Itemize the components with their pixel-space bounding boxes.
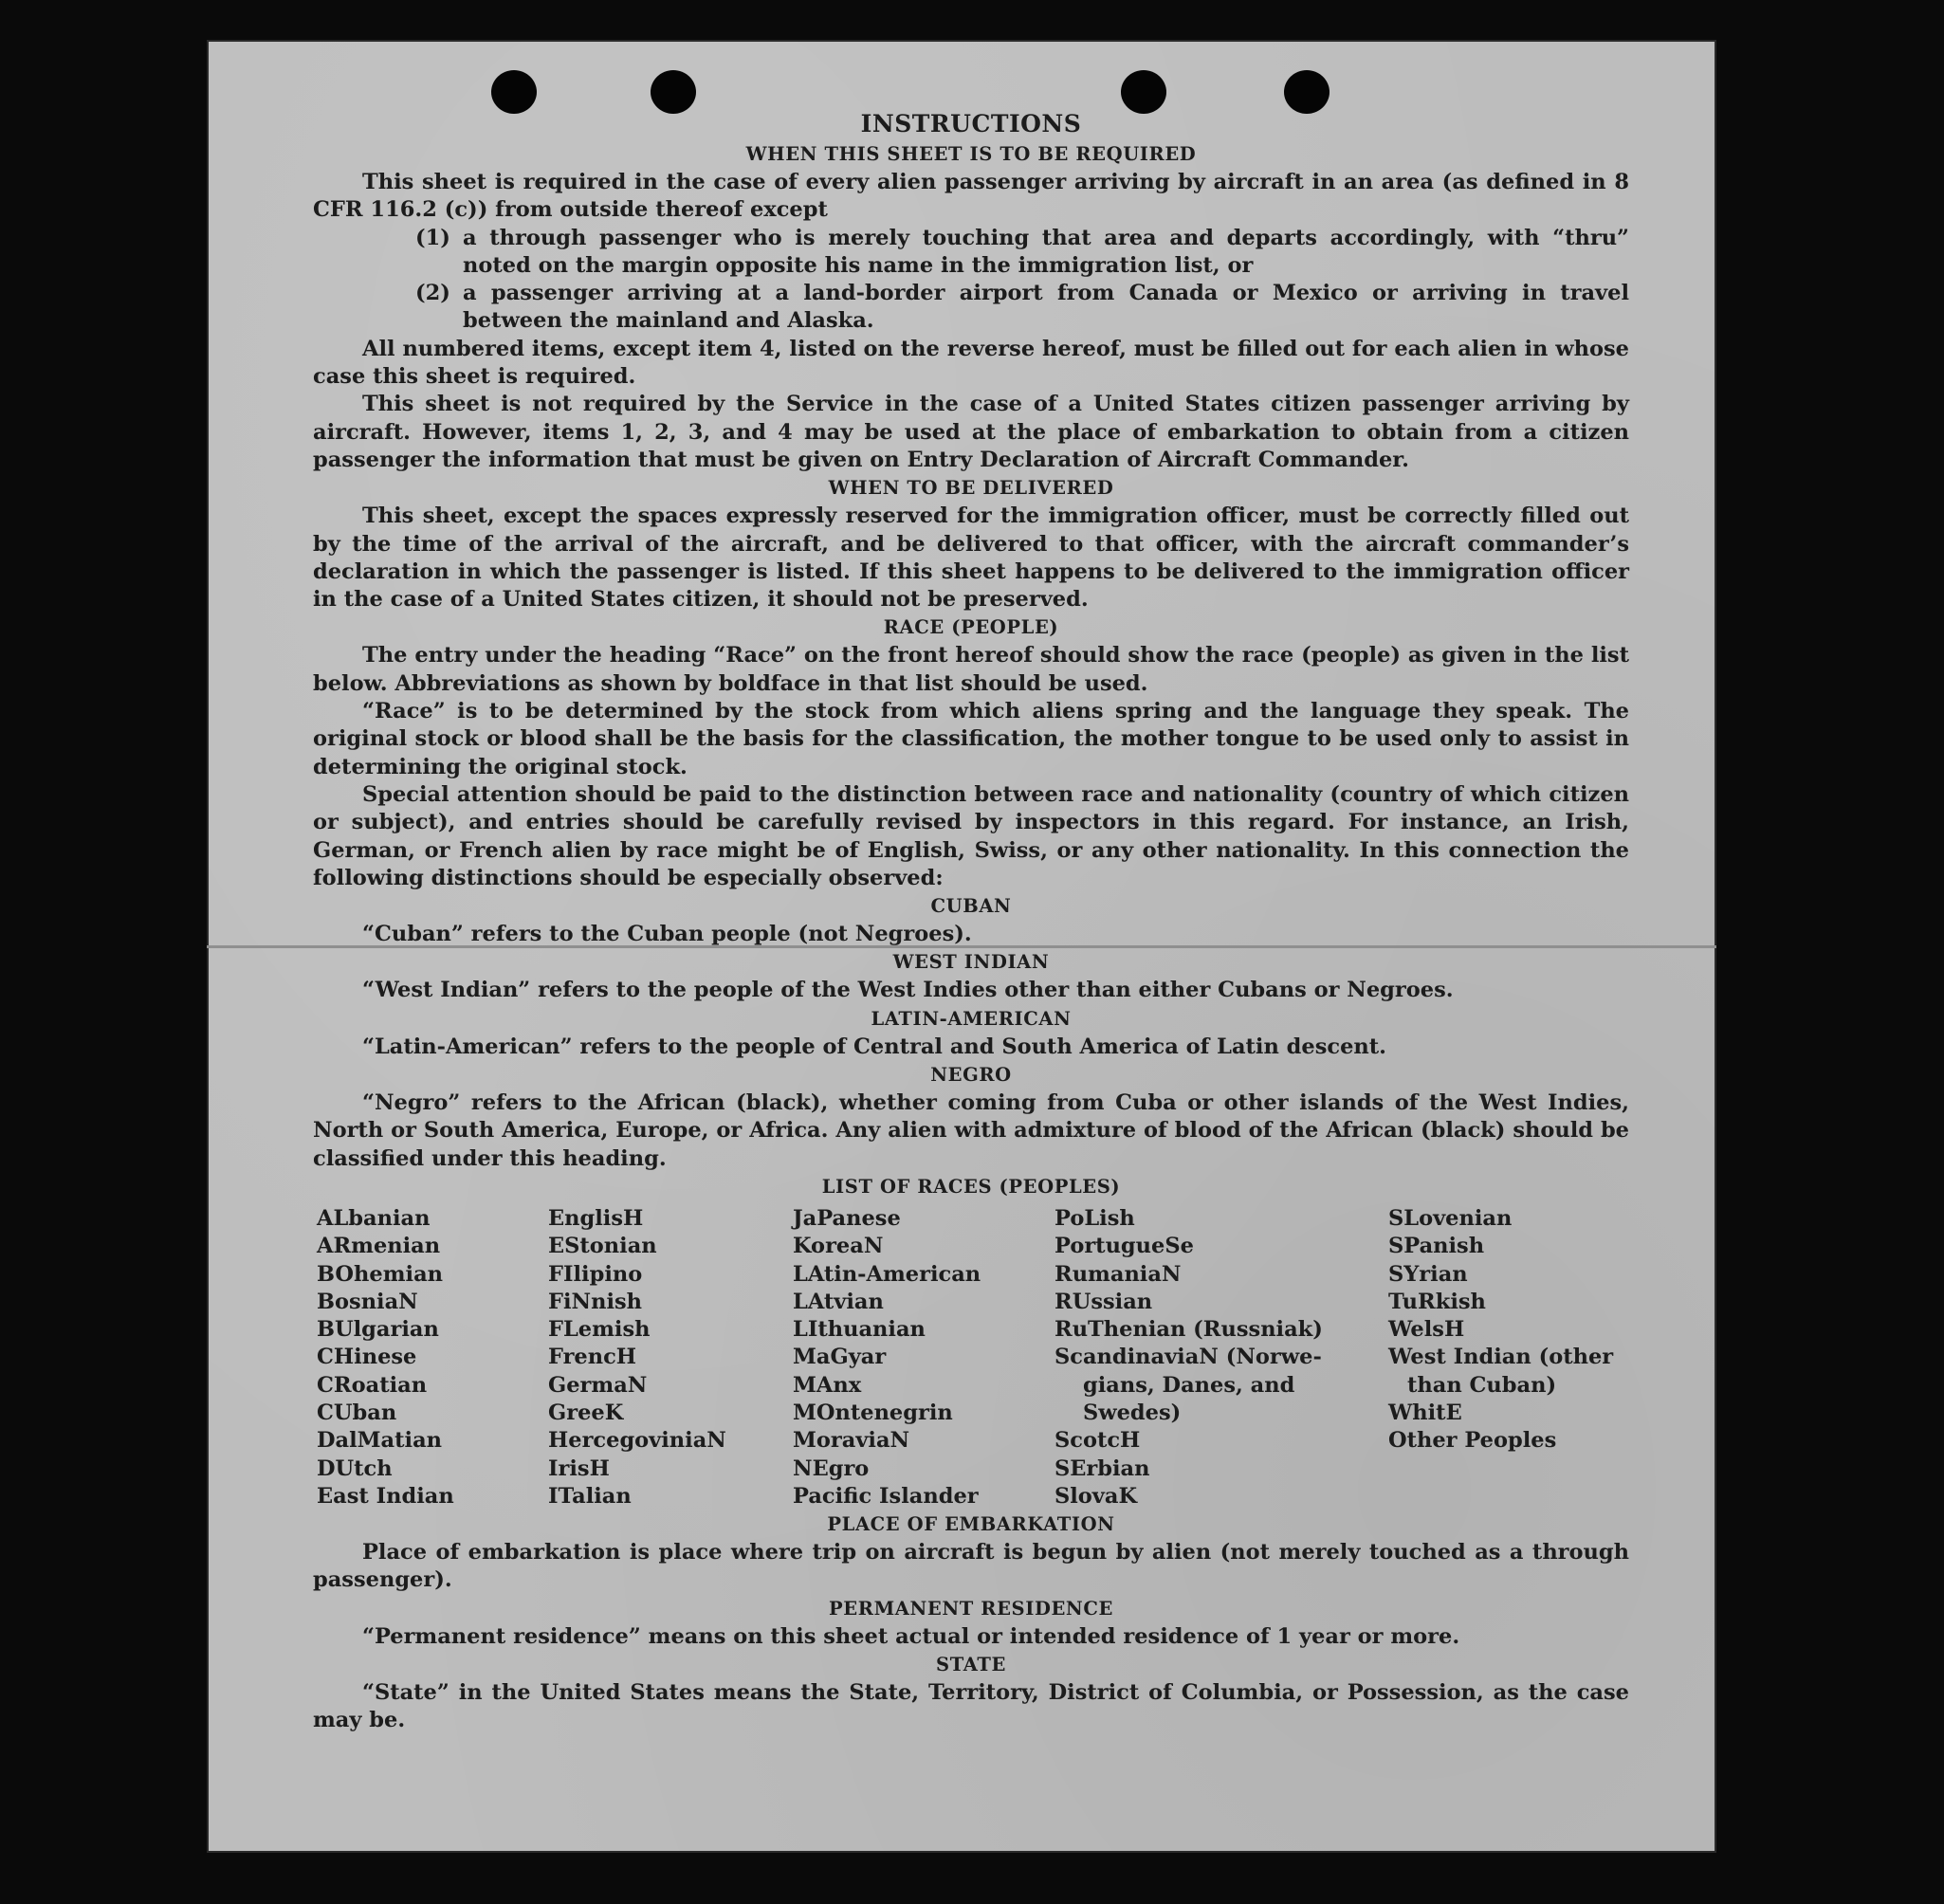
heading-state: STATE [936,1654,1006,1676]
heading-when-delivered: WHEN TO BE DELIVERED [828,477,1114,500]
race-entry: FIlipino [548,1261,643,1287]
race-entry: West Indian (other [1388,1345,1614,1370]
race-entry: BosniaN [317,1289,418,1314]
race-entry: DalMatian [317,1428,443,1454]
paragraph: The entry under the heading “Race” on the front hereof should show the race (people) as given in the list below. Abbreviations as shown by boldface in that list should be used. [313,643,1629,696]
race-entry: MaGyar [793,1345,887,1370]
race-entry: NEgro [793,1455,870,1481]
paragraph: This sheet is required in the case of every alien passenger arriving by aircraft in an area (as defined in 8 CFR 116.2 (c)) from outside thereof except [313,170,1629,223]
paragraph: Place of embarkation is place where trip on aircraft is begun by alien (not merely touched as a through passenger). [313,1540,1629,1593]
heading-latin-american: LATIN-AMERICAN [871,1007,1072,1030]
heading-race: RACE (PEOPLE) [883,616,1059,639]
race-entry: WhitE [1388,1400,1462,1425]
races-column [313,1205,548,1510]
paragraph: “Permanent residence” means on this sheet actual or intended residence of 1 year or more. [362,1623,1460,1649]
list-item [313,225,1629,281]
race-entry: CHinese [317,1345,417,1370]
race-entry: SYrian [1388,1261,1468,1287]
paragraph: All numbered items, except item 4, listed on the reverse hereof, must be filled out for each alien in whose case this sheet is required. [313,336,1629,390]
item-text: a through passenger who is merely touching that area and departs accordingly, with “thru” noted on the margin opposite his name in the immigration list, or [463,225,1629,278]
race-entry: FLemish [548,1317,651,1343]
race-entry: IrisH [548,1455,610,1481]
race-entry: than Cuban) [1407,1372,1557,1398]
paragraph: “State” in the United States means the State, Territory, District of Columbia, or Possession, as the case may be. [313,1680,1629,1733]
race-entry: GermaN [548,1372,648,1398]
item-number: (1) [415,225,450,250]
paragraph: “Race” is to be determined by the stock from which aliens spring and the language they speak. The original stock or blood shall be the basis for the classification, the mother tongue to be used only to assist in determining the original stock. [313,699,1629,779]
paragraph: This sheet is not required by the Service in the case of a United States citizen passenger arriving by aircraft. However, items 1, 2, 3, and 4 may be used at the place of embarkation to obtain from a citizen passenger the information that must be given on Entry Declaration of Aircraft Commander. [313,392,1629,472]
race-entry: FrencH [548,1345,637,1370]
race-entry: GreeK [548,1400,624,1425]
race-entry: RumaniaN [1055,1261,1182,1287]
paragraph: Special attention should be paid to the distinction between race and nationality (country of which citizen or subject), and entries should be carefully revised by inspectors in this regard. For instance, an Irish, German, or French alien by race might be of English, Swiss, or any other nationality. In this connection the following distinctions should be especially observed: [313,781,1629,890]
races-column [548,1205,793,1510]
page-title: INSTRUCTIONS [860,110,1082,137]
heading-list-of-races: LIST OF RACES (PEOPLES) [821,1175,1121,1198]
heading-residence: PERMANENT RESIDENCE [829,1597,1113,1620]
race-entry: CRoatian [317,1372,428,1398]
races-column [793,1205,1055,1510]
race-entry: East Indian [317,1483,454,1509]
heading-west-indian: WEST INDIAN [892,951,1050,974]
race-entry: MOntenegrin [793,1400,953,1425]
paragraph: “West Indian” refers to the people of the West Indies other than either Cubans or Negroes. [362,978,1454,1003]
heading-when-required: WHEN THIS SHEET IS TO BE REQUIRED [745,143,1197,165]
paragraph: “Cuban” refers to the Cuban people (not Negroes). [362,922,972,947]
race-entry: ScotcH [1055,1428,1141,1454]
race-entry: LAtin-American [793,1261,981,1287]
race-entry: KoreaN [793,1234,884,1259]
races-column [1388,1205,1629,1510]
race-entry: Swedes) [1083,1400,1182,1425]
race-entry: ARmenian [317,1234,441,1259]
race-entry: LIthuanian [793,1317,926,1343]
race-entry: RuThenian (Russniak) [1055,1317,1323,1343]
race-entry: TuRkish [1388,1289,1486,1314]
heading-embarkation: PLACE OF EMBARKATION [827,1513,1115,1536]
paragraph: This sheet, except the spaces expressly reserved for the immigration officer, must be correctly filled out by the time of the arrival of the aircraft, and be delivered to that officer, with the aircraft commander’s declaration in which the passenger is listed. If this sheet happens to be delivered to the immigration officer in the case of a United States citizen, it should not be preserved. [313,503,1629,613]
race-entry: ScandinaviaN (Norwe- [1055,1345,1322,1370]
race-entry: ITalian [548,1483,632,1509]
race-entry: SlovaK [1055,1483,1138,1509]
race-entry: Other Peoples [1388,1428,1557,1454]
list-item [313,280,1629,336]
race-entry: PoLish [1055,1205,1135,1231]
race-entry: CUban [317,1400,397,1425]
race-entry: gians, Danes, and [1083,1372,1295,1398]
item-number: (2) [415,281,450,306]
race-entry: MoraviaN [793,1428,910,1454]
item-text: a passenger arriving at a land-border airport from Canada or Mexico or arriving in travel between the mainland and Alaska. [463,281,1629,334]
race-entry: ALbanian [317,1205,431,1231]
races-list [313,1205,1629,1510]
race-entry: SLovenian [1388,1205,1513,1231]
race-entry: BOhemian [317,1261,444,1287]
race-entry: SPanish [1388,1234,1485,1259]
race-entry: SErbian [1055,1455,1150,1481]
race-entry: EStonian [548,1234,657,1259]
heading-negro: NEGRO [930,1064,1012,1087]
race-entry: HercegoviniaN [548,1428,726,1454]
race-entry: WelsH [1388,1317,1465,1343]
instructions-text [313,108,1629,1735]
race-entry: DUtch [317,1455,393,1481]
paragraph: “Negro” refers to the African (black), whether coming from Cuba or other islands of the West Indies, North or South America, Europe, or Africa. Any alien with admixture of blood of the African (black) should be classified under this heading. [313,1090,1629,1171]
race-entry: Pacific Islander [793,1483,979,1509]
races-column [1055,1205,1388,1510]
paragraph: “Latin-American” refers to the people of Central and South America of Latin descent. [362,1034,1386,1059]
race-entry: MAnx [793,1372,862,1398]
race-entry: RUssian [1055,1289,1153,1314]
race-entry: LAtvian [793,1289,884,1314]
race-entry: BUlgarian [317,1317,439,1343]
heading-cuban: CUBAN [930,895,1012,918]
race-entry: JaPanese [793,1205,901,1231]
race-entry: EnglisH [548,1205,644,1231]
document-page [207,40,1716,1853]
race-entry: FiNnish [548,1289,643,1314]
race-entry: PortugueSe [1055,1234,1194,1259]
